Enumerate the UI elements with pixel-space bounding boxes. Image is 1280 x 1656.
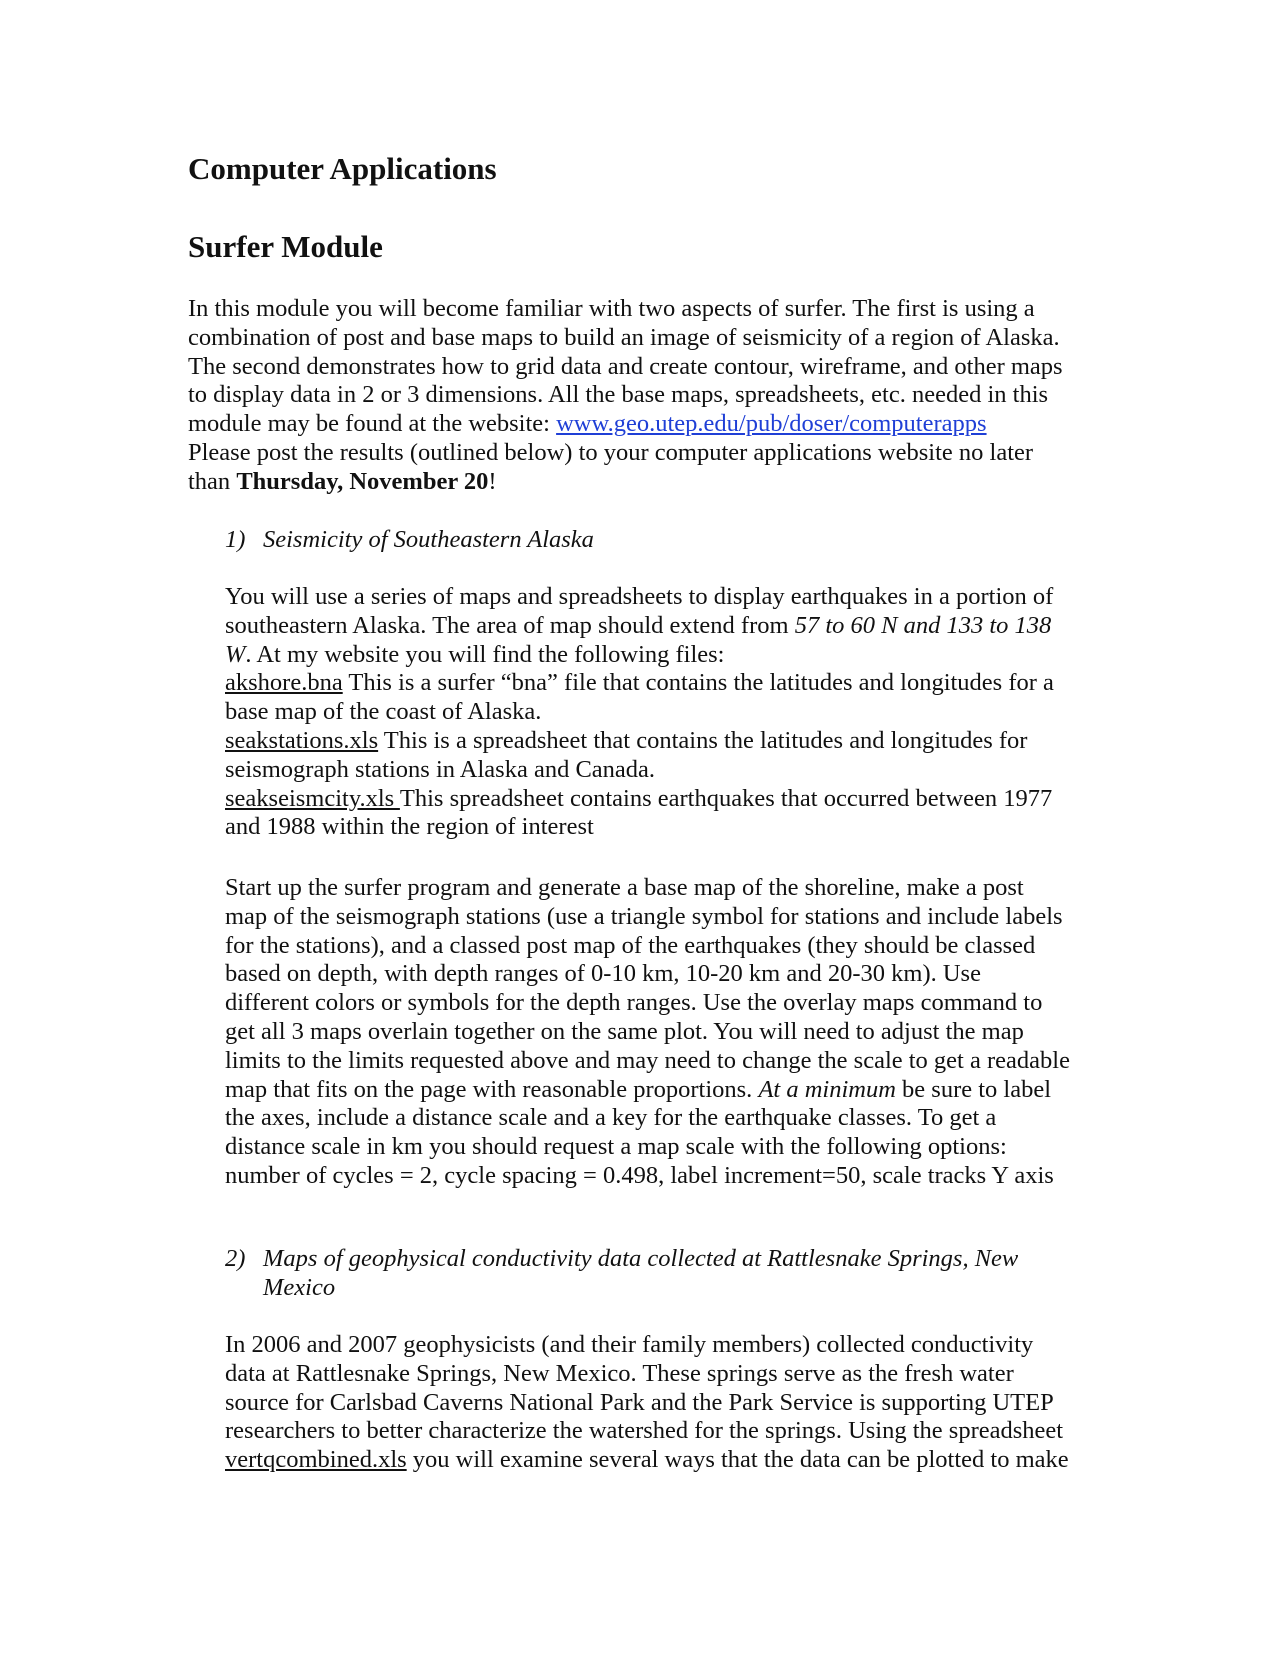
instruction-line: number of cycles = 2, cycle spacing = 0.498, label increment=50, scale tracks Y axis [225,1161,1054,1189]
section1-line: base map of the coast of Alaska. [225,698,542,726]
section1-heading [225,526,594,555]
intro-text: module may be found at the website: [188,410,557,438]
section2-line: researchers to better characterize the watershed for the springs. Using the spreadsheet [225,1417,1064,1445]
section1-instructions-paragraph [225,874,1070,1191]
intro-line: to display data in 2 or 3 dimensions. All the base maps, spreadsheets, etc. needed in this [188,381,1049,409]
instruction-line: map of the seismograph stations (use a triangle symbol for stations and include labels [225,902,1063,930]
intro-line: In this module you will become familiar with two aspects of surfer. The first is using a [188,295,1035,322]
file-name-seakstations: seakstations.xls [225,726,379,754]
section1-files-paragraph [225,583,1054,842]
section1-line: You will use a series of maps and spreadsheets to display earthquakes in a portion of [225,583,1054,610]
instruction-text: map that fits on the page with reasonable proportions. [225,1075,759,1103]
section1-number: 1) [225,526,246,553]
instruction-line: get all 3 maps overlain together on the same plot. You will need to adjust the map [225,1017,1024,1045]
instruction-line: based on depth, with depth ranges of 0-10 km, 10-20 km and 20-30 km). Use [225,960,981,988]
section1-line [225,669,1054,698]
emphasis-text: At a minimum [758,1075,896,1103]
intro-line [188,410,1063,439]
due-date: Thursday, November 20 [236,467,489,495]
instruction-line: different colors or symbols for the depth ranges. Use the overlay maps command to [225,989,1043,1017]
instruction-line: limits to the limits requested above and may need to change the scale to get a readable [225,1046,1070,1074]
intro-line: combination of post and base maps to build an image of seismicity of a region of Alaska. [188,323,1060,351]
intro-line: The second demonstrates how to grid data and create contour, wireframe, and other maps [188,352,1063,380]
intro-line [188,468,1063,497]
section1-line [225,641,1054,670]
file-name-seakseismcity: seakseismcity.xls [225,784,400,812]
section1-text: . At my website you will find the following files: [245,640,725,668]
section1-line [225,785,1054,814]
instruction-line: the axes, include a distance scale and a key for the earthquake classes. To get a [225,1104,997,1132]
file-name-vertqcombined: vertqcombined.xls [225,1446,407,1474]
section2-heading [225,1245,1018,1303]
section2-line: data at Rattlesnake Springs, New Mexico. These springs serve as the fresh water [225,1359,1014,1387]
section1-line: and 1988 within the region of interest [225,813,594,841]
instruction-line: Start up the surfer program and generate a base map of the shoreline, make a post [225,874,1024,901]
section1-text: southeastern Alaska. The area of map should extend from [225,611,795,639]
file-description: This spreadsheet contains earthquakes that occurred between 1977 [399,784,1053,812]
file-description: This is a spreadsheet that contains the latitudes and longitudes for [378,726,1028,754]
section2-title-continued: Mexico [263,1273,336,1301]
section2-line [225,1446,1069,1475]
intro-text: than [188,467,237,495]
section2-text: you will examine several ways that the data can be plotted to make [406,1446,1069,1474]
intro-paragraph [188,295,1063,497]
document-title: Computer Applications [188,151,497,186]
section2-number: 2) [225,1245,246,1272]
section1-line [225,727,1054,756]
instruction-line [225,1076,1070,1105]
section2-line: In 2006 and 2007 geophysicists (and their family members) collected conductivity [225,1331,1034,1358]
map-area-range: 57 to 60 N and 133 to 138 [794,611,1052,639]
file-description: This is a surfer “bna” file that contains the latitudes and longitudes for a [342,669,1054,697]
instruction-line: for the stations), and a classed post map of the earthquakes (they should be classed [225,931,1036,959]
file-name-akshore: akshore.bna [225,669,343,697]
section1-line [225,612,1054,641]
map-area-range-end: W [225,640,246,668]
instruction-text: be sure to label [895,1075,1052,1103]
section2-title: Maps of geophysical conductivity data collected at Rattlesnake Springs, New [263,1245,1019,1272]
module-title: Surfer Module [188,229,383,264]
section2-line: source for Carlsbad Caverns National Park and the Park Service is supporting UTEP [225,1388,1054,1416]
website-link[interactable]: www.geo.utep.edu/pub/doser/computerapps [556,410,987,438]
section1-title: Seismicity of Southeastern Alaska [263,526,594,553]
instruction-line: distance scale in km you should request a map scale with the following options: [225,1133,1007,1161]
intro-text: ! [488,467,497,495]
section1-line: seismograph stations in Alaska and Canada. [225,755,656,783]
intro-line: Please post the results (outlined below) to your computer applications website no later [188,438,1034,466]
section2-paragraph [225,1331,1069,1475]
